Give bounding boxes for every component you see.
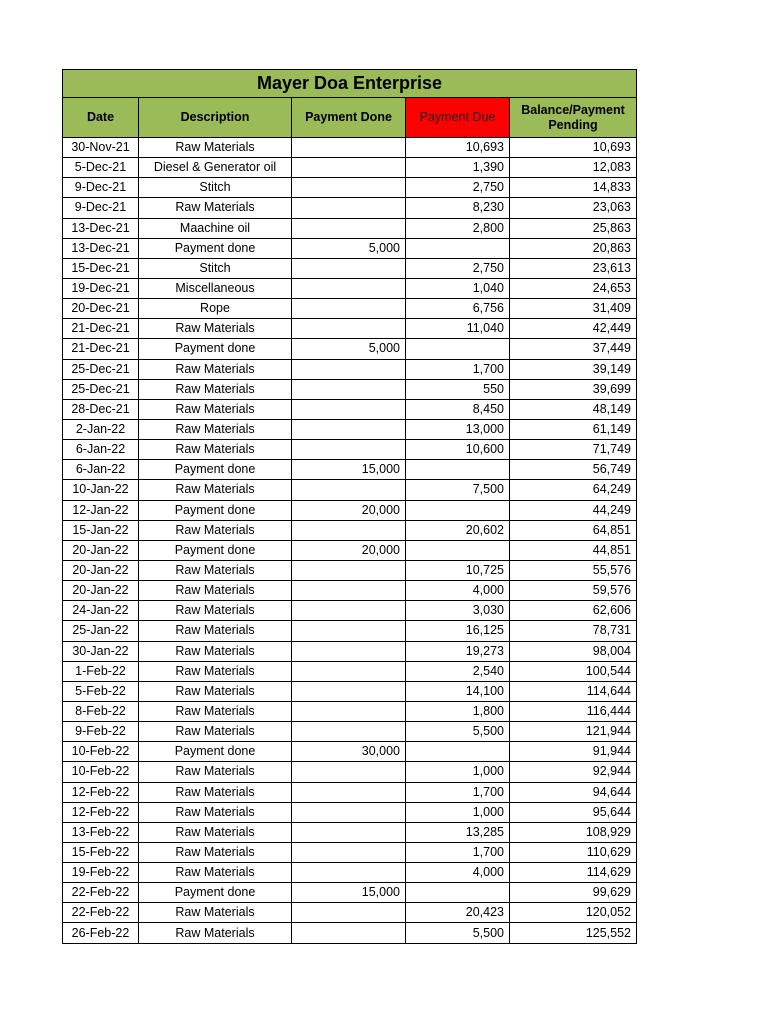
cell-date: 6-Jan-22: [63, 440, 139, 460]
cell-description: Raw Materials: [139, 319, 292, 339]
cell-description: Payment done: [139, 540, 292, 560]
cell-description: Raw Materials: [139, 560, 292, 580]
cell-date: 25-Jan-22: [63, 621, 139, 641]
cell-balance: 42,449: [510, 319, 637, 339]
ledger-sheet: [62, 69, 636, 944]
cell-payment-done: [292, 681, 406, 701]
table-row: [63, 923, 637, 943]
cell-payment-done: [292, 923, 406, 943]
cell-payment-due: [406, 742, 510, 762]
cell-balance: 48,149: [510, 399, 637, 419]
cell-description: Payment done: [139, 742, 292, 762]
cell-balance: 31,409: [510, 299, 637, 319]
cell-date: 13-Dec-21: [63, 238, 139, 258]
cell-date: 12-Feb-22: [63, 802, 139, 822]
cell-date: 19-Dec-21: [63, 278, 139, 298]
cell-balance: 78,731: [510, 621, 637, 641]
cell-date: 9-Dec-21: [63, 178, 139, 198]
cell-balance: 12,083: [510, 158, 637, 178]
cell-payment-done: 30,000: [292, 742, 406, 762]
cell-date: 26-Feb-22: [63, 923, 139, 943]
table-row: [63, 782, 637, 802]
cell-date: 13-Feb-22: [63, 822, 139, 842]
cell-balance: 64,851: [510, 520, 637, 540]
col-header-payment-done: Payment Done: [292, 98, 406, 138]
cell-balance: 10,693: [510, 138, 637, 158]
cell-payment-done: 20,000: [292, 540, 406, 560]
cell-payment-due: 1,000: [406, 762, 510, 782]
cell-payment-due: 550: [406, 379, 510, 399]
cell-payment-done: [292, 802, 406, 822]
table-row: [63, 540, 637, 560]
cell-description: Raw Materials: [139, 722, 292, 742]
cell-description: Payment done: [139, 500, 292, 520]
cell-date: 20-Jan-22: [63, 581, 139, 601]
cell-payment-done: [292, 641, 406, 661]
cell-payment-done: [292, 782, 406, 802]
cell-description: Stitch: [139, 258, 292, 278]
cell-balance: 121,944: [510, 722, 637, 742]
cell-date: 9-Dec-21: [63, 198, 139, 218]
table-row: [63, 661, 637, 681]
table-row: [63, 238, 637, 258]
cell-payment-done: [292, 440, 406, 460]
table-row: [63, 379, 637, 399]
cell-payment-done: [292, 319, 406, 339]
cell-payment-due: 20,423: [406, 903, 510, 923]
cell-payment-done: [292, 198, 406, 218]
cell-payment-done: [292, 520, 406, 540]
cell-balance: 99,629: [510, 883, 637, 903]
cell-date: 24-Jan-22: [63, 601, 139, 621]
cell-payment-done: [292, 138, 406, 158]
cell-balance: 120,052: [510, 903, 637, 923]
cell-date: 12-Jan-22: [63, 500, 139, 520]
cell-description: Raw Materials: [139, 480, 292, 500]
cell-payment-done: 20,000: [292, 500, 406, 520]
cell-date: 20-Jan-22: [63, 540, 139, 560]
cell-payment-done: [292, 560, 406, 580]
cell-payment-done: [292, 158, 406, 178]
cell-description: Raw Materials: [139, 601, 292, 621]
cell-balance: 14,833: [510, 178, 637, 198]
ledger-body: [63, 138, 637, 944]
table-row: [63, 258, 637, 278]
cell-payment-done: 15,000: [292, 883, 406, 903]
cell-description: Payment done: [139, 460, 292, 480]
cell-balance: 44,851: [510, 540, 637, 560]
cell-description: Raw Materials: [139, 520, 292, 540]
cell-payment-due: 1,800: [406, 701, 510, 721]
header-row: [63, 98, 637, 138]
cell-description: Payment done: [139, 883, 292, 903]
table-row: [63, 399, 637, 419]
cell-payment-due: 14,100: [406, 681, 510, 701]
cell-payment-due: 10,600: [406, 440, 510, 460]
table-row: [63, 218, 637, 238]
cell-payment-due: 7,500: [406, 480, 510, 500]
cell-payment-due: 1,700: [406, 782, 510, 802]
cell-balance: 64,249: [510, 480, 637, 500]
col-header-balance: Balance/Payment Pending: [510, 98, 637, 138]
cell-payment-due: 10,693: [406, 138, 510, 158]
cell-description: Raw Materials: [139, 863, 292, 883]
cell-date: 21-Dec-21: [63, 339, 139, 359]
cell-balance: 23,063: [510, 198, 637, 218]
cell-date: 10-Jan-22: [63, 480, 139, 500]
cell-description: Raw Materials: [139, 701, 292, 721]
table-row: [63, 560, 637, 580]
cell-payment-due: 8,230: [406, 198, 510, 218]
cell-payment-done: [292, 842, 406, 862]
col-header-payment-due: Payment Due: [406, 98, 510, 138]
cell-payment-due: 2,800: [406, 218, 510, 238]
table-row: [63, 278, 637, 298]
cell-date: 5-Feb-22: [63, 681, 139, 701]
cell-description: Diesel & Generator oil: [139, 158, 292, 178]
cell-payment-due: 5,500: [406, 722, 510, 742]
cell-date: 22-Feb-22: [63, 883, 139, 903]
cell-balance: 114,629: [510, 863, 637, 883]
cell-payment-due: 2,750: [406, 178, 510, 198]
cell-description: Stitch: [139, 178, 292, 198]
cell-payment-done: [292, 359, 406, 379]
title-row: [63, 70, 637, 98]
cell-balance: 39,699: [510, 379, 637, 399]
cell-balance: 98,004: [510, 641, 637, 661]
cell-payment-due: [406, 339, 510, 359]
table-row: [63, 158, 637, 178]
table-row: [63, 621, 637, 641]
table-row: [63, 480, 637, 500]
table-row: [63, 822, 637, 842]
cell-payment-done: [292, 278, 406, 298]
cell-payment-due: 4,000: [406, 581, 510, 601]
cell-balance: 116,444: [510, 701, 637, 721]
cell-date: 30-Jan-22: [63, 641, 139, 661]
cell-balance: 100,544: [510, 661, 637, 681]
cell-description: Raw Materials: [139, 822, 292, 842]
cell-date: 6-Jan-22: [63, 460, 139, 480]
cell-description: Raw Materials: [139, 782, 292, 802]
table-row: [63, 742, 637, 762]
cell-date: 2-Jan-22: [63, 419, 139, 439]
cell-date: 19-Feb-22: [63, 863, 139, 883]
cell-payment-done: [292, 419, 406, 439]
table-row: [63, 903, 637, 923]
cell-description: Raw Materials: [139, 621, 292, 641]
cell-payment-due: [406, 460, 510, 480]
cell-payment-done: [292, 299, 406, 319]
table-row: [63, 319, 637, 339]
cell-balance: 110,629: [510, 842, 637, 862]
cell-balance: 23,613: [510, 258, 637, 278]
cell-payment-done: [292, 822, 406, 842]
cell-date: 10-Feb-22: [63, 762, 139, 782]
cell-payment-done: [292, 903, 406, 923]
cell-description: Rope: [139, 299, 292, 319]
table-row: [63, 460, 637, 480]
table-row: [63, 299, 637, 319]
table-row: [63, 722, 637, 742]
cell-description: Raw Materials: [139, 399, 292, 419]
cell-balance: 91,944: [510, 742, 637, 762]
cell-payment-due: 4,000: [406, 863, 510, 883]
cell-description: Raw Materials: [139, 641, 292, 661]
cell-date: 25-Dec-21: [63, 379, 139, 399]
cell-balance: 55,576: [510, 560, 637, 580]
cell-balance: 92,944: [510, 762, 637, 782]
cell-description: Raw Materials: [139, 661, 292, 681]
sheet-title: Mayer Doa Enterprise: [63, 70, 637, 98]
cell-payment-done: [292, 863, 406, 883]
cell-date: 1-Feb-22: [63, 661, 139, 681]
cell-payment-done: [292, 581, 406, 601]
cell-balance: 20,863: [510, 238, 637, 258]
cell-balance: 71,749: [510, 440, 637, 460]
cell-payment-due: 20,602: [406, 520, 510, 540]
cell-payment-due: 5,500: [406, 923, 510, 943]
table-row: [63, 701, 637, 721]
cell-payment-due: [406, 540, 510, 560]
cell-payment-due: 16,125: [406, 621, 510, 641]
cell-balance: 37,449: [510, 339, 637, 359]
cell-description: Raw Materials: [139, 359, 292, 379]
cell-description: Maachine oil: [139, 218, 292, 238]
cell-payment-due: 1,040: [406, 278, 510, 298]
cell-payment-done: [292, 762, 406, 782]
cell-date: 30-Nov-21: [63, 138, 139, 158]
table-row: [63, 520, 637, 540]
table-row: [63, 581, 637, 601]
cell-date: 13-Dec-21: [63, 218, 139, 238]
cell-payment-done: [292, 661, 406, 681]
cell-balance: 59,576: [510, 581, 637, 601]
cell-description: Raw Materials: [139, 842, 292, 862]
cell-payment-done: [292, 701, 406, 721]
cell-payment-due: 2,750: [406, 258, 510, 278]
table-row: [63, 339, 637, 359]
cell-payment-due: [406, 238, 510, 258]
cell-date: 28-Dec-21: [63, 399, 139, 419]
table-row: [63, 863, 637, 883]
cell-payment-due: 1,390: [406, 158, 510, 178]
table-row: [63, 138, 637, 158]
cell-payment-done: 15,000: [292, 460, 406, 480]
table-row: [63, 601, 637, 621]
cell-payment-due: 19,273: [406, 641, 510, 661]
cell-payment-done: [292, 258, 406, 278]
table-row: [63, 500, 637, 520]
cell-payment-done: [292, 379, 406, 399]
table-row: [63, 842, 637, 862]
table-row: [63, 198, 637, 218]
cell-payment-done: [292, 621, 406, 641]
cell-description: Payment done: [139, 238, 292, 258]
cell-description: Raw Materials: [139, 681, 292, 701]
cell-payment-done: [292, 601, 406, 621]
cell-payment-due: 1,700: [406, 842, 510, 862]
cell-description: Raw Materials: [139, 581, 292, 601]
cell-payment-due: 10,725: [406, 560, 510, 580]
cell-payment-due: 3,030: [406, 601, 510, 621]
cell-balance: 62,606: [510, 601, 637, 621]
ledger-table: [62, 69, 637, 944]
cell-balance: 56,749: [510, 460, 637, 480]
table-row: [63, 802, 637, 822]
cell-balance: 94,644: [510, 782, 637, 802]
cell-date: 22-Feb-22: [63, 903, 139, 923]
cell-description: Raw Materials: [139, 138, 292, 158]
cell-date: 12-Feb-22: [63, 782, 139, 802]
cell-description: Raw Materials: [139, 762, 292, 782]
cell-date: 21-Dec-21: [63, 319, 139, 339]
cell-description: Raw Materials: [139, 379, 292, 399]
cell-date: 9-Feb-22: [63, 722, 139, 742]
cell-description: Miscellaneous: [139, 278, 292, 298]
cell-balance: 125,552: [510, 923, 637, 943]
cell-description: Raw Materials: [139, 419, 292, 439]
table-row: [63, 681, 637, 701]
cell-balance: 44,249: [510, 500, 637, 520]
table-row: [63, 641, 637, 661]
cell-description: Payment done: [139, 339, 292, 359]
cell-description: Raw Materials: [139, 802, 292, 822]
cell-payment-done: [292, 178, 406, 198]
cell-description: Raw Materials: [139, 923, 292, 943]
table-row: [63, 359, 637, 379]
cell-payment-due: 6,756: [406, 299, 510, 319]
cell-payment-due: [406, 500, 510, 520]
cell-payment-due: 2,540: [406, 661, 510, 681]
cell-payment-due: 13,285: [406, 822, 510, 842]
col-header-date: Date: [63, 98, 139, 138]
cell-payment-due: 13,000: [406, 419, 510, 439]
cell-date: 10-Feb-22: [63, 742, 139, 762]
cell-balance: 61,149: [510, 419, 637, 439]
cell-date: 20-Jan-22: [63, 560, 139, 580]
cell-date: 20-Dec-21: [63, 299, 139, 319]
table-row: [63, 178, 637, 198]
cell-date: 25-Dec-21: [63, 359, 139, 379]
cell-balance: 39,149: [510, 359, 637, 379]
cell-balance: 95,644: [510, 802, 637, 822]
table-row: [63, 883, 637, 903]
cell-description: Raw Materials: [139, 198, 292, 218]
table-row: [63, 419, 637, 439]
cell-payment-due: 1,000: [406, 802, 510, 822]
table-row: [63, 762, 637, 782]
cell-payment-done: 5,000: [292, 238, 406, 258]
cell-date: 5-Dec-21: [63, 158, 139, 178]
cell-description: Raw Materials: [139, 440, 292, 460]
cell-date: 15-Dec-21: [63, 258, 139, 278]
col-header-description: Description: [139, 98, 292, 138]
cell-date: 15-Jan-22: [63, 520, 139, 540]
cell-date: 8-Feb-22: [63, 701, 139, 721]
cell-balance: 25,863: [510, 218, 637, 238]
cell-balance: 114,644: [510, 681, 637, 701]
cell-payment-done: [292, 399, 406, 419]
table-row: [63, 440, 637, 460]
cell-balance: 24,653: [510, 278, 637, 298]
cell-description: Raw Materials: [139, 903, 292, 923]
cell-payment-done: [292, 480, 406, 500]
cell-balance: 108,929: [510, 822, 637, 842]
cell-payment-done: 5,000: [292, 339, 406, 359]
cell-payment-done: [292, 722, 406, 742]
cell-payment-due: [406, 883, 510, 903]
cell-payment-due: 8,450: [406, 399, 510, 419]
cell-payment-due: 11,040: [406, 319, 510, 339]
cell-payment-done: [292, 218, 406, 238]
cell-date: 15-Feb-22: [63, 842, 139, 862]
cell-payment-due: 1,700: [406, 359, 510, 379]
